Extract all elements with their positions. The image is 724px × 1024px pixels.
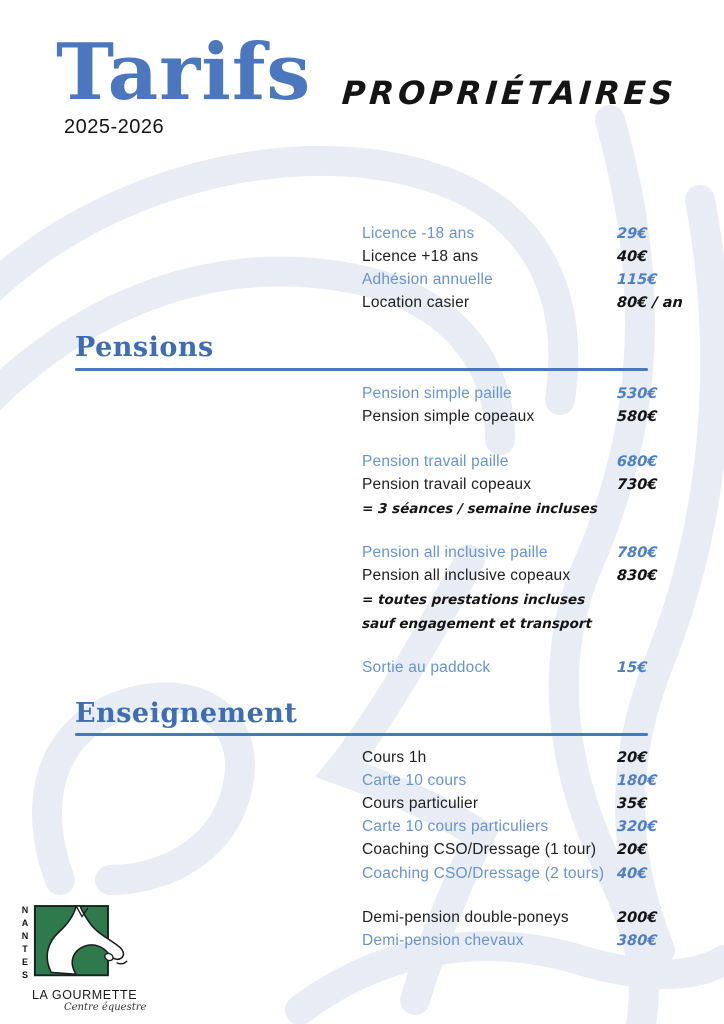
- price-row: [362, 816, 682, 839]
- pension-simple-group: [362, 382, 682, 428]
- half-board-price-list: [362, 906, 682, 952]
- price-row: [362, 769, 682, 792]
- price-label: Carte 10 cours particuliers: [362, 818, 549, 836]
- price-value: 830€: [616, 567, 658, 584]
- price-value: 380€: [616, 932, 658, 949]
- price-label: Demi-pension chevaux: [362, 931, 524, 949]
- price-row: [362, 929, 682, 952]
- group-note: sauf engagement et transport: [361, 616, 593, 633]
- price-row: [362, 292, 682, 315]
- price-row: [362, 656, 682, 679]
- price-row: [362, 245, 682, 268]
- price-label: Pension travail copeaux: [362, 475, 532, 493]
- price-value: 730€: [616, 476, 658, 493]
- price-label: Licence +18 ans: [362, 247, 479, 265]
- price-label: Pension all inclusive copeaux: [362, 566, 571, 584]
- price-row: [362, 450, 682, 473]
- price-row: [362, 746, 682, 769]
- price-label: Pension simple paille: [362, 384, 512, 402]
- price-value: 115€: [616, 271, 658, 288]
- price-row: [362, 792, 682, 815]
- price-label: Coaching CSO/Dressage (1 tour): [362, 841, 597, 859]
- group-note: = 3 séances / semaine incluses: [361, 501, 599, 518]
- price-label: Pension simple copeaux: [362, 407, 535, 425]
- price-row: [362, 405, 682, 428]
- price-label: Pension travail paille: [362, 452, 509, 470]
- logo-tagline: Centre équestre: [64, 1002, 147, 1013]
- season-label: 2025-2026: [64, 116, 165, 138]
- pension-travail-group: [362, 450, 682, 520]
- price-label: Licence -18 ans: [362, 224, 475, 242]
- price-value: 580€: [616, 408, 658, 425]
- price-label: Demi-pension double-poneys: [362, 908, 569, 926]
- price-value: 35€: [616, 795, 648, 812]
- price-label: Carte 10 cours: [362, 771, 467, 789]
- price-value: 29€: [616, 225, 648, 242]
- price-label: Coaching CSO/Dressage (2 tours): [362, 864, 605, 882]
- page-title: Tarifs: [56, 27, 312, 118]
- price-row: [362, 906, 682, 929]
- price-value: 20€: [616, 749, 648, 766]
- price-value: 200€: [616, 909, 658, 926]
- price-value: 20€: [616, 842, 648, 859]
- section-heading-pensions: Pensions: [75, 332, 214, 363]
- section-rule: [75, 733, 648, 736]
- price-value: 15€: [616, 659, 648, 676]
- section-rule: [75, 368, 648, 371]
- price-row: [362, 862, 682, 885]
- logo-city-vertical: NANTES: [20, 905, 30, 983]
- price-label: Sortie au paddock: [362, 658, 491, 676]
- price-label: Location casier: [362, 294, 470, 312]
- price-value: 180€: [616, 772, 658, 789]
- price-label: Cours particulier: [362, 794, 479, 812]
- price-value: 680€: [616, 453, 658, 470]
- group-note: = toutes prestations incluses: [361, 592, 586, 609]
- price-value: 320€: [616, 819, 658, 836]
- price-row: [362, 839, 682, 862]
- lessons-price-list: [362, 746, 682, 885]
- club-logo: [20, 903, 160, 1013]
- price-row: [362, 222, 682, 245]
- price-value: 80€ / an: [616, 295, 684, 312]
- logo-top: [20, 903, 160, 986]
- price-row: [362, 564, 682, 587]
- price-row: [362, 268, 682, 291]
- intro-price-list: [362, 222, 682, 315]
- paddock-group: [362, 656, 682, 679]
- section-heading-enseignement: Enseignement: [75, 698, 298, 729]
- price-value: 530€: [616, 385, 658, 402]
- price-row: [362, 541, 682, 564]
- logo-name: LA GOURMETTE: [32, 988, 138, 1002]
- price-value: 780€: [616, 544, 658, 561]
- price-value: 40€: [616, 865, 648, 882]
- price-value: 40€: [616, 248, 648, 265]
- pension-all-inclusive-group: [362, 541, 682, 635]
- page-subtitle: PROPRIÉTAIRES: [340, 74, 679, 112]
- horse-logo-icon: [32, 903, 132, 986]
- price-row: [362, 473, 682, 496]
- price-label: Pension all inclusive paille: [362, 543, 548, 561]
- price-row: [362, 382, 682, 405]
- price-label: Adhésion annuelle: [362, 270, 493, 288]
- price-label: Cours 1h: [362, 748, 427, 766]
